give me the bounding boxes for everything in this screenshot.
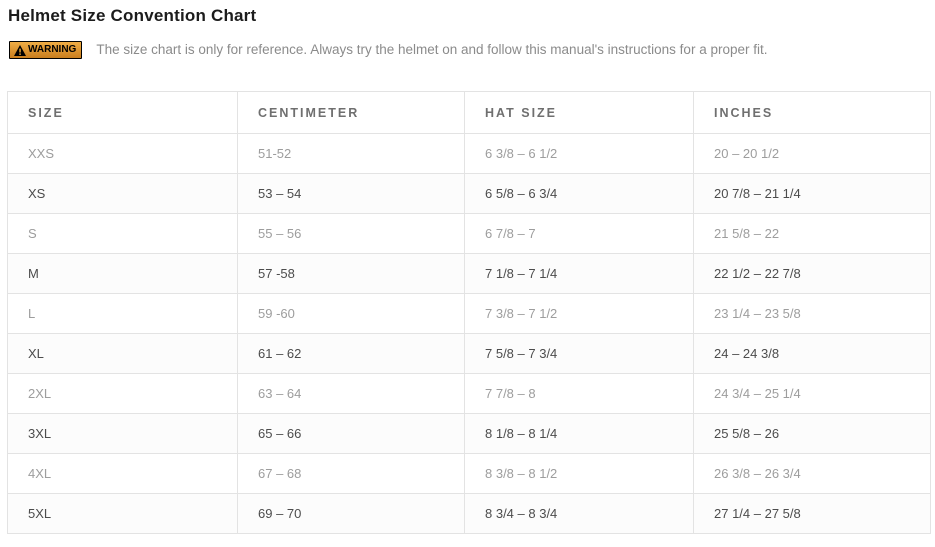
cell-hat-size: 6 5/8 – 6 3/4 xyxy=(465,174,694,214)
cell-size: XS xyxy=(8,174,238,214)
cell-centimeter: 53 – 54 xyxy=(238,174,465,214)
cell-centimeter: 65 – 66 xyxy=(238,414,465,454)
cell-hat-size: 8 1/8 – 8 1/4 xyxy=(465,414,694,454)
page-title: Helmet Size Convention Chart xyxy=(8,6,257,25)
cell-size: XL xyxy=(8,334,238,374)
header-centimeter: CENTIMETER xyxy=(238,92,465,134)
table-row xyxy=(8,414,931,454)
cell-centimeter: 67 – 68 xyxy=(238,454,465,494)
table-row xyxy=(8,494,931,534)
cell-inches: 27 1/4 – 27 5/8 xyxy=(694,494,931,534)
warning-triangle-icon xyxy=(14,45,28,56)
cell-hat-size: 8 3/4 – 8 3/4 xyxy=(465,494,694,534)
cell-hat-size: 7 1/8 – 7 1/4 xyxy=(465,254,694,294)
cell-size: 5XL xyxy=(8,494,238,534)
cell-inches: 20 – 20 1/2 xyxy=(694,134,931,174)
cell-hat-size: 6 3/8 – 6 1/2 xyxy=(465,134,694,174)
cell-centimeter: 51-52 xyxy=(238,134,465,174)
cell-size: XXS xyxy=(8,134,238,174)
table-row xyxy=(8,374,931,414)
cell-centimeter: 61 – 62 xyxy=(238,334,465,374)
table-header xyxy=(8,92,931,134)
header-size: SIZE xyxy=(8,92,238,134)
table-body xyxy=(8,134,931,534)
cell-inches: 25 5/8 – 26 xyxy=(694,414,931,454)
cell-inches: 22 1/2 – 22 7/8 xyxy=(694,254,931,294)
cell-centimeter: 57 -58 xyxy=(238,254,465,294)
cell-size: S xyxy=(8,214,238,254)
cell-hat-size: 7 3/8 – 7 1/2 xyxy=(465,294,694,334)
cell-size: 4XL xyxy=(8,454,238,494)
cell-centimeter: 69 – 70 xyxy=(238,494,465,534)
cell-inches: 20 7/8 – 21 1/4 xyxy=(694,174,931,214)
table-row xyxy=(8,174,931,214)
cell-size: L xyxy=(8,294,238,334)
table-row xyxy=(8,294,931,334)
cell-inches: 24 3/4 – 25 1/4 xyxy=(694,374,931,414)
cell-centimeter: 63 – 64 xyxy=(238,374,465,414)
table-row xyxy=(8,454,931,494)
table-row xyxy=(8,134,931,174)
header-inches: INCHES xyxy=(694,92,931,134)
warning-badge-label: WARNING xyxy=(28,44,77,55)
header-hat-size: HAT SIZE xyxy=(465,92,694,134)
cell-hat-size: 6 7/8 – 7 xyxy=(465,214,694,254)
cell-inches: 26 3/8 – 26 3/4 xyxy=(694,454,931,494)
warning-badge xyxy=(9,41,82,59)
header-row xyxy=(8,92,931,134)
cell-centimeter: 55 – 56 xyxy=(238,214,465,254)
cell-hat-size: 7 7/8 – 8 xyxy=(465,374,694,414)
cell-size: 2XL xyxy=(8,374,238,414)
table-row xyxy=(8,334,931,374)
warning-text: The size chart is only for reference. Always try the helmet on and follow this manual's instructions for a proper fit. xyxy=(96,42,768,57)
warning-note xyxy=(9,41,935,59)
cell-centimeter: 59 -60 xyxy=(238,294,465,334)
cell-hat-size: 7 5/8 – 7 3/4 xyxy=(465,334,694,374)
cell-size: M xyxy=(8,254,238,294)
cell-inches: 24 – 24 3/8 xyxy=(694,334,931,374)
table-row xyxy=(8,214,931,254)
helmet-size-table xyxy=(7,91,931,534)
cell-hat-size: 8 3/8 – 8 1/2 xyxy=(465,454,694,494)
cell-inches: 23 1/4 – 23 5/8 xyxy=(694,294,931,334)
cell-inches: 21 5/8 – 22 xyxy=(694,214,931,254)
table-row xyxy=(8,254,931,294)
cell-size: 3XL xyxy=(8,414,238,454)
